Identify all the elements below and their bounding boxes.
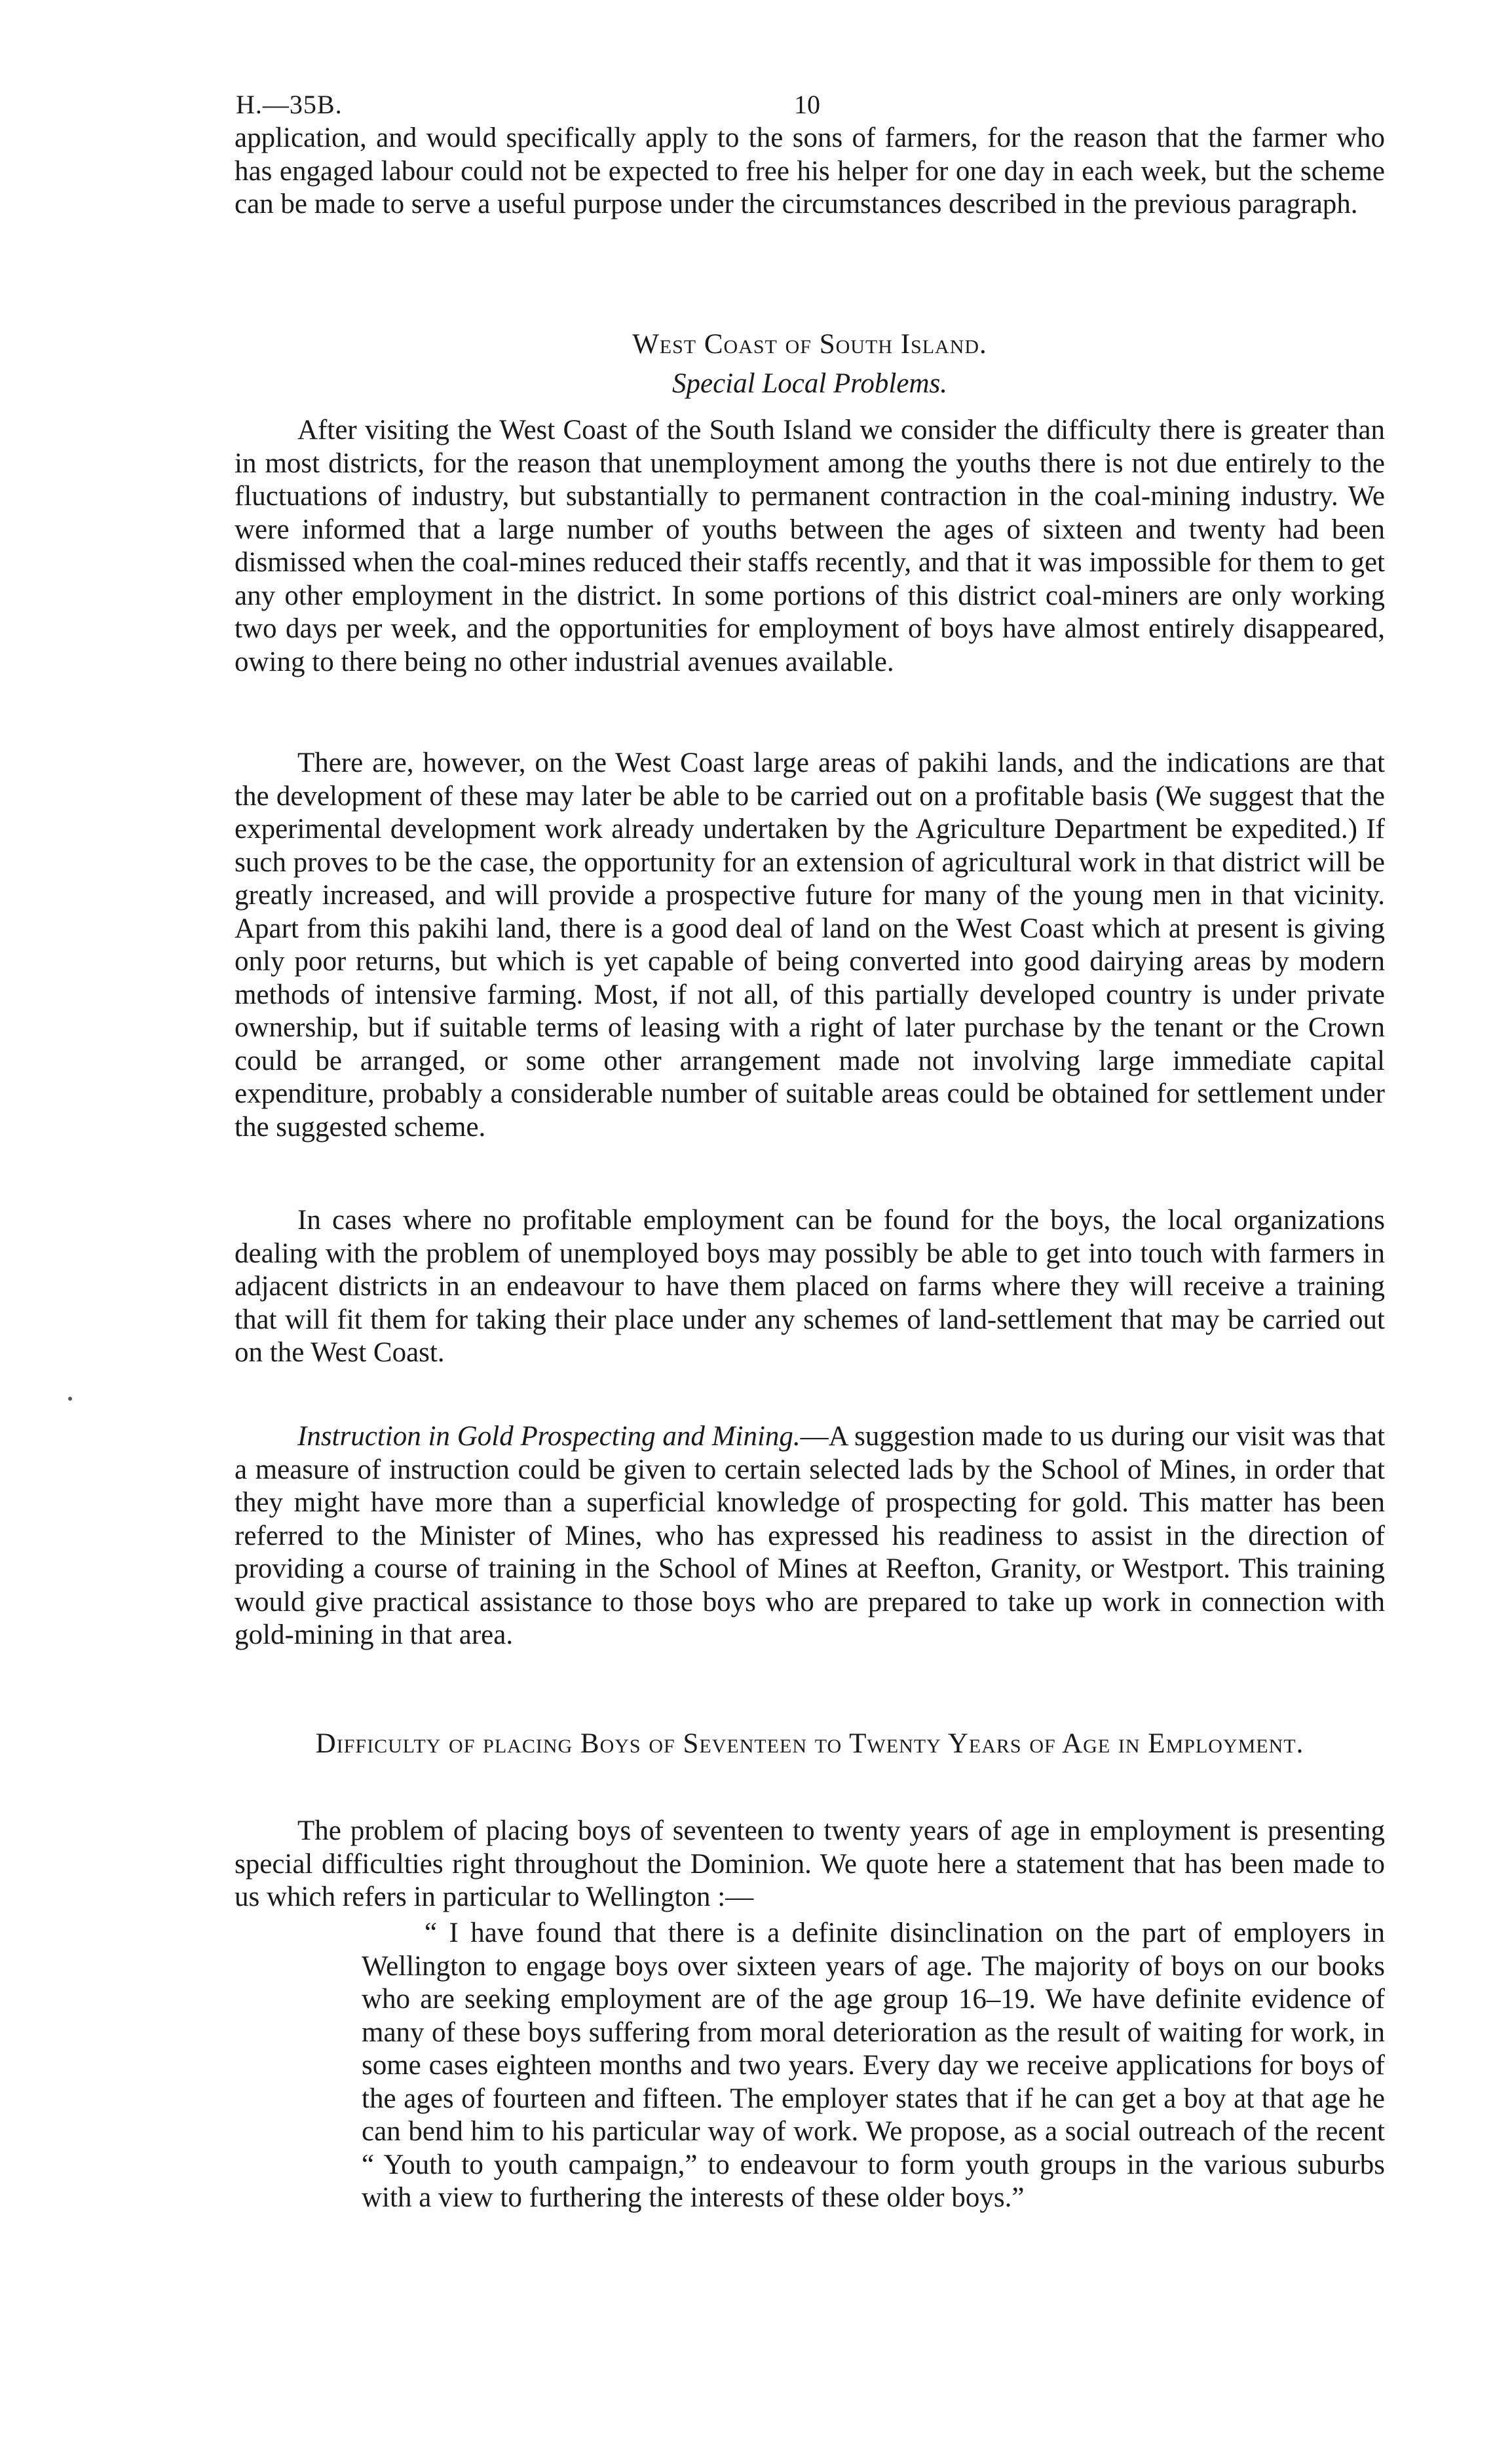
continuation-paragraph: application, and would specifically apply to the sons of farmers, for the reason that the farmer who has engaged labour could not be expected to free his helper for one day in each week, but the scheme can be made to serve a useful purpose under the circumstances described in the previous paragraph. <box>235 123 1385 219</box>
gold-prospecting-title: Instruction in Gold Prospecting and Mining. <box>297 1421 801 1452</box>
section-heading-west-coast: West Coast of South Island. <box>632 329 987 360</box>
section-heading-difficulty: Difficulty of placing Boys of Seventeen to Twenty Years of Age in Employment. <box>315 1728 1304 1759</box>
paragraph-west-coast-2: There are, however, on the West Coast large areas of pakihi lands, and the indications are that the development of these may later be able to be carried out on a profitable basis (We suggest that the experimental development work already undertaken by the Agriculture Department be expedited.) If such proves to be the case, the opportunity for an extension of agricultural work in that district will be greatly increased, and will provide a prospective future for many of the young men in that vicinity. Apart from this pakihi land, there is a good deal of land on the West Coast which at present is giving only poor returns, but which is yet capable of being converted into good dairying areas by modern methods of intensive farming. Most, if not all, of this partially developed country is under private ownership, but if suitable terms of leasing with a right of later purchase by the tenant or the Crown could be arranged, or some other arrangement made not involving large immediate capital expenditure, probably a considerable number of suitable areas could be obtained for settlement under the suggested scheme. <box>235 747 1385 1143</box>
section-subheading-local-problems: Special Local Problems. <box>672 368 947 399</box>
paragraph-west-coast-3: In cases where no profitable employment can be found for the boys, the local organizations dealing with the problem of unemployed boys may possibly be able to get into touch with farmers in adjacent districts in an endeavour to have them placed on farms where they will receive a training that will fit them for taking their place under any schemes of land-settlement that may be carried out on the West Coast. <box>235 1205 1385 1368</box>
document-reference: H.—35B. <box>236 90 343 119</box>
paragraph-gold-prospecting <box>235 1420 1385 1652</box>
gold-prospecting-body: —A suggestion made to us during our visit was that a measure of instruction could be given to certain selected lads by the School of Mines, in order that they might have more than a superficial knowledge of prospecting for gold. This matter has been referred to the Minister of Mines, who has expressed his readiness to assist in the direction of providing a course of training in the School of Mines at Reefton, Granity, or Westport. This training would give practical assistance to those boys who are prepared to take up work in connection with gold-mining in that area. <box>235 1421 1386 1650</box>
margin-mark <box>68 1397 72 1401</box>
paragraph-west-coast-1: After visiting the West Coast of the South Island we consider the difficulty there is greater than in most districts, for the reason that unemployment among the youths there is not due entirely to the fluctuations of industry, but substantially to permanent contraction in the coal-mining industry. We were informed that a large number of youths between the ages of sixteen and twenty had been dismissed when the coal-mines reduced their staffs recently, and that it was impossible for them to get any other employment in the district. In some portions of this district coal-miners are only working two days per week, and the opportunities for employment of boys have almost entirely disappeared, owing to there being no other industrial avenues available. <box>235 415 1385 677</box>
paragraph-difficulty-intro: The problem of placing boys of seventeen to twenty years of age in employment is presenting special difficulties right throughout the Dominion. We quote here a statement that has been made to us which refers in particular to Wellington :— <box>235 1815 1385 1912</box>
wellington-quotation: “ I have found that there is a definite disinclination on the part of employers in Wellington to engage boys over sixteen years of age. The majority of boys on our books who are seeking employment are of the age group 16–19. We have definite evidence of many of these boys suffering from moral deterioration as the result of waiting for work, in some cases eighteen months and two years. Every day we receive applications for boys of the ages of fourteen and fifteen. The employer states that if he can get a boy at that age he can bend him to his particular way of work. We propose, as a social outreach of the recent “ Youth to youth campaign,” to endeavour to form youth groups in the various suburbs with a view to furthering the interests of these older boys.” <box>362 1918 1385 2213</box>
page-number: 10 <box>794 90 820 119</box>
